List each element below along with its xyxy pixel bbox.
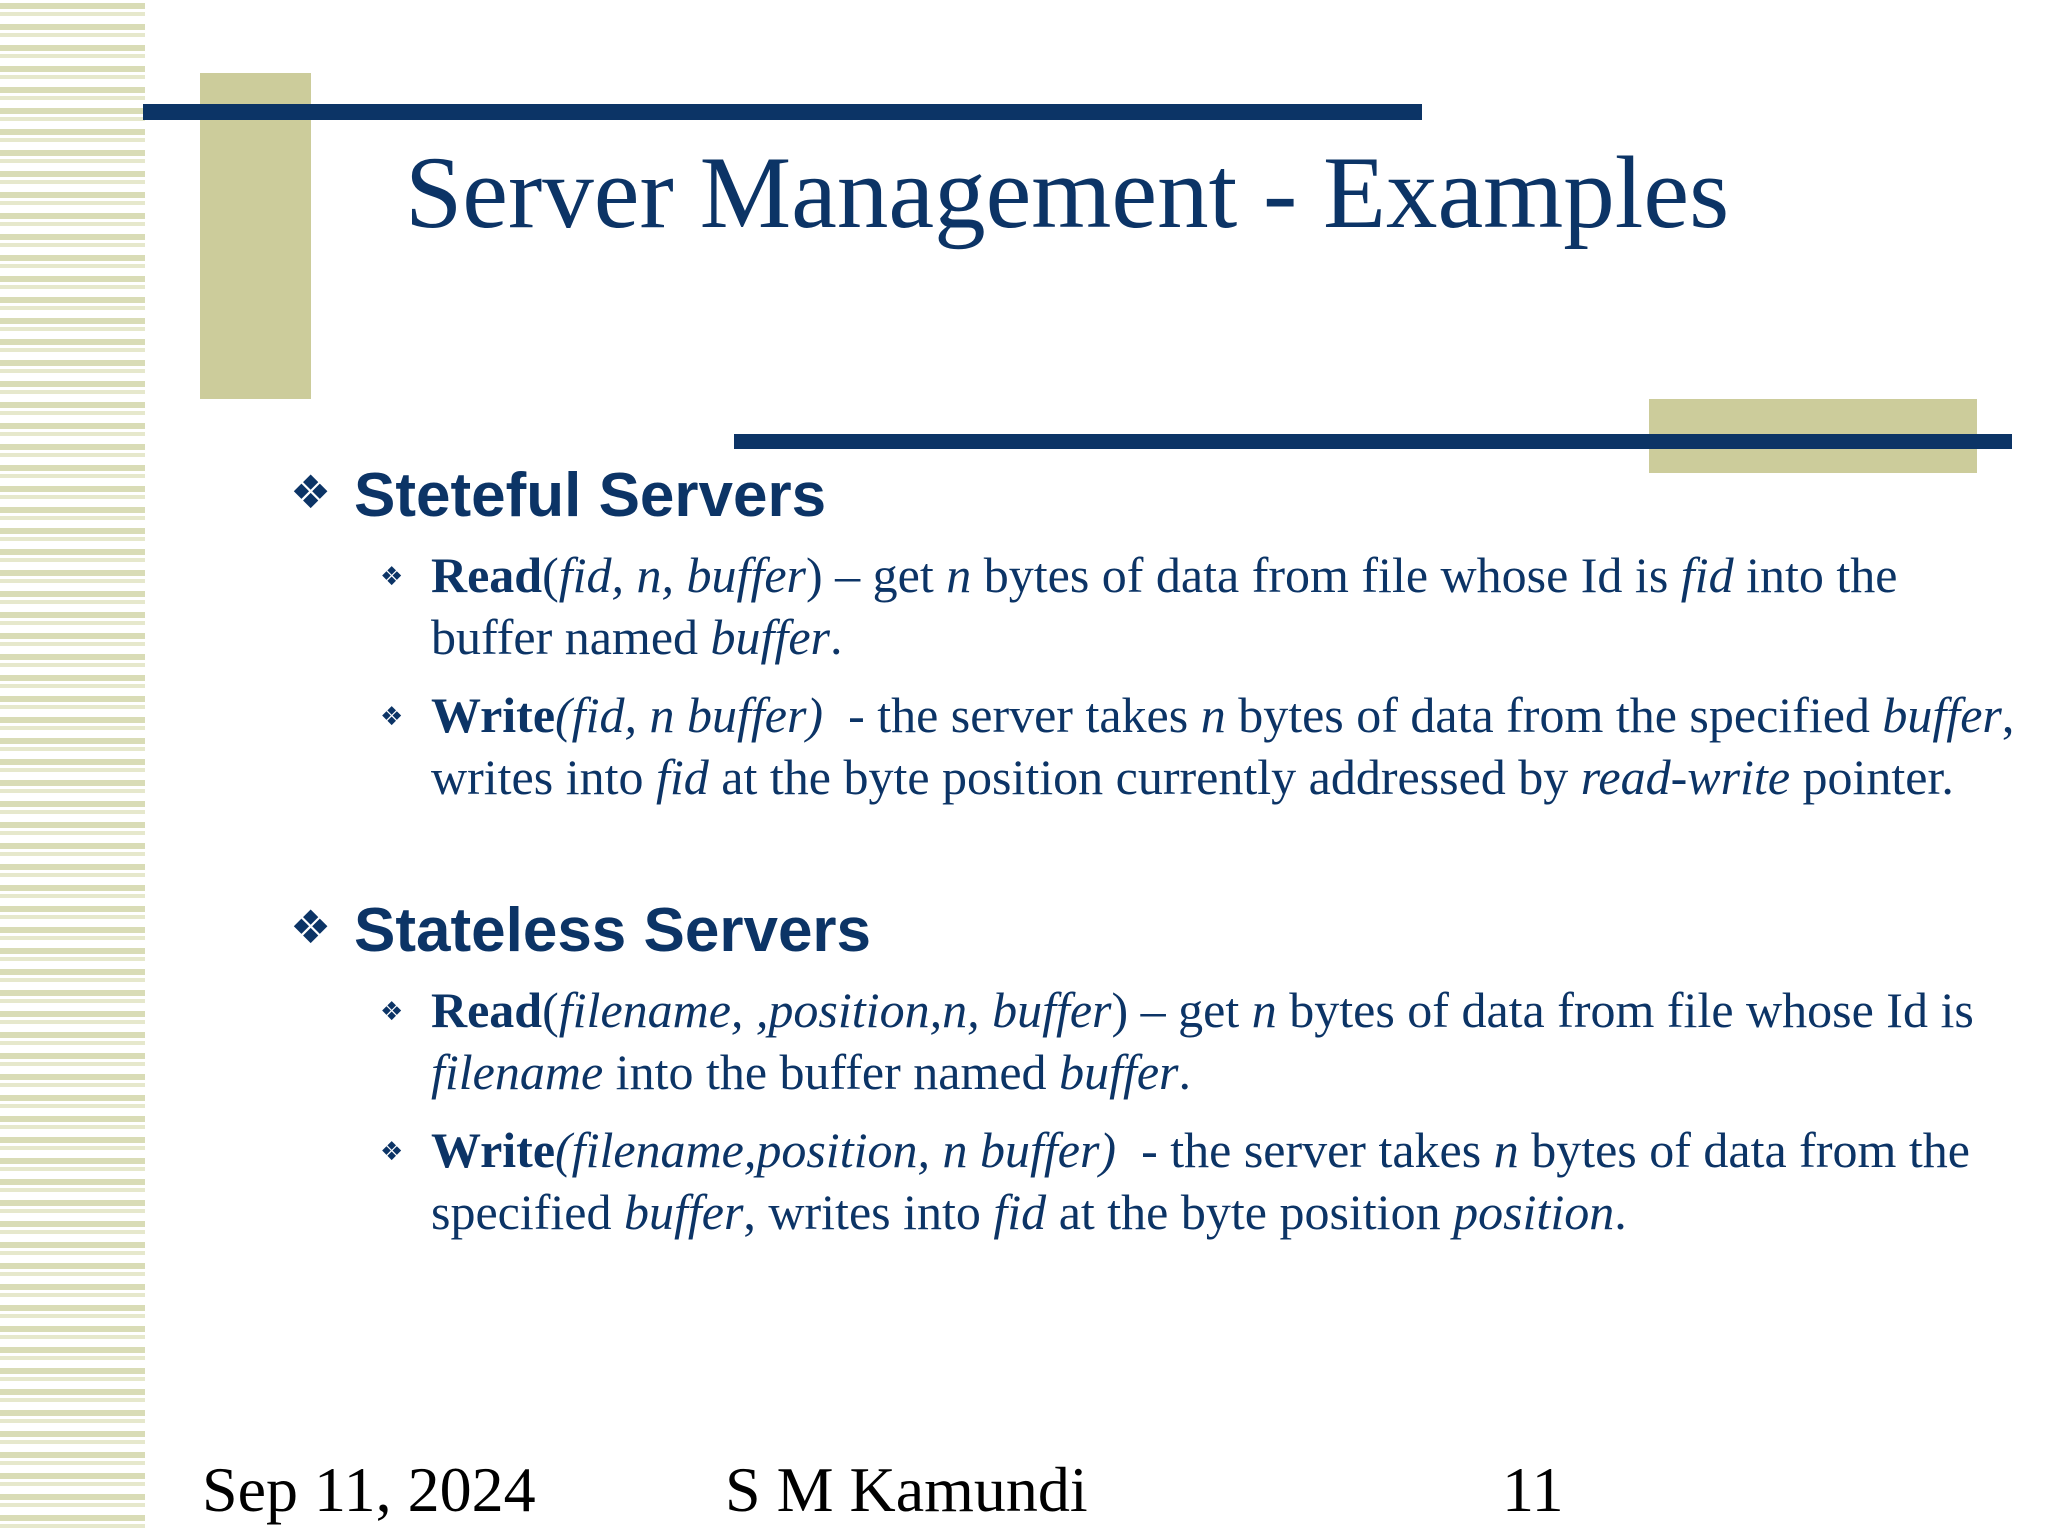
cmd-name: Read	[431, 982, 543, 1038]
vertical-accent-block	[200, 73, 311, 399]
stateful-read-item: ❖ Read(fid, n, buffer) – get n bytes of data from file whose Id is fid into the buffer named buffer.	[380, 547, 1898, 665]
heading-stateless-text: Stateless Servers	[354, 896, 872, 965]
middle-rule	[734, 434, 2012, 449]
cmd-args: (fid, n buffer)	[555, 687, 824, 743]
heading-stateless	[290, 891, 871, 967]
stateful-write-item: ❖ Write(fid, n buffer) - the server takes n bytes of data from the specified buffer, writes into fid at the byte position currently addressed by read-write pointer.	[380, 687, 2027, 805]
top-rule	[143, 104, 1422, 120]
footer-author: S M Kamundi	[725, 1454, 1088, 1525]
sub-bullet-icon: ❖	[380, 562, 404, 592]
stateless-read-item: ❖ Read(filename, ,position,n, buffer) – get n bytes of data from file whose Id is filename into the buffer named buffer.	[380, 982, 1974, 1100]
slide-title: Server Management - Examples	[405, 136, 1730, 250]
stateless-write-item: ❖ Write(filename,position, n buffer) - the server takes n bytes of data from the specified buffer, writes into fid at the byte position position.	[380, 1122, 1983, 1240]
cmd-name: Write	[431, 1122, 556, 1178]
cmd-args: filename, ,position,n, buffer	[558, 982, 1112, 1038]
left-stripe-decoration	[0, 0, 145, 1536]
cmd-name: Read	[431, 547, 543, 603]
cmd-name: Write	[431, 687, 556, 743]
heading-stateful	[290, 456, 826, 532]
sub-bullet-icon: ❖	[380, 702, 404, 732]
cmd-args: fid, n, buffer	[558, 547, 806, 603]
footer-date: Sep 11, 2024	[202, 1454, 536, 1525]
heading-stateful-text: Steteful Servers	[354, 461, 827, 530]
diamond-bullet-icon: ❖	[290, 901, 332, 953]
sub-bullet-icon: ❖	[380, 1137, 404, 1167]
sub-bullet-icon: ❖	[380, 997, 404, 1027]
diamond-bullet-icon: ❖	[290, 466, 332, 518]
footer-page-number: 11	[1502, 1454, 1564, 1525]
cmd-args: (filename,position, n buffer)	[555, 1122, 1117, 1178]
